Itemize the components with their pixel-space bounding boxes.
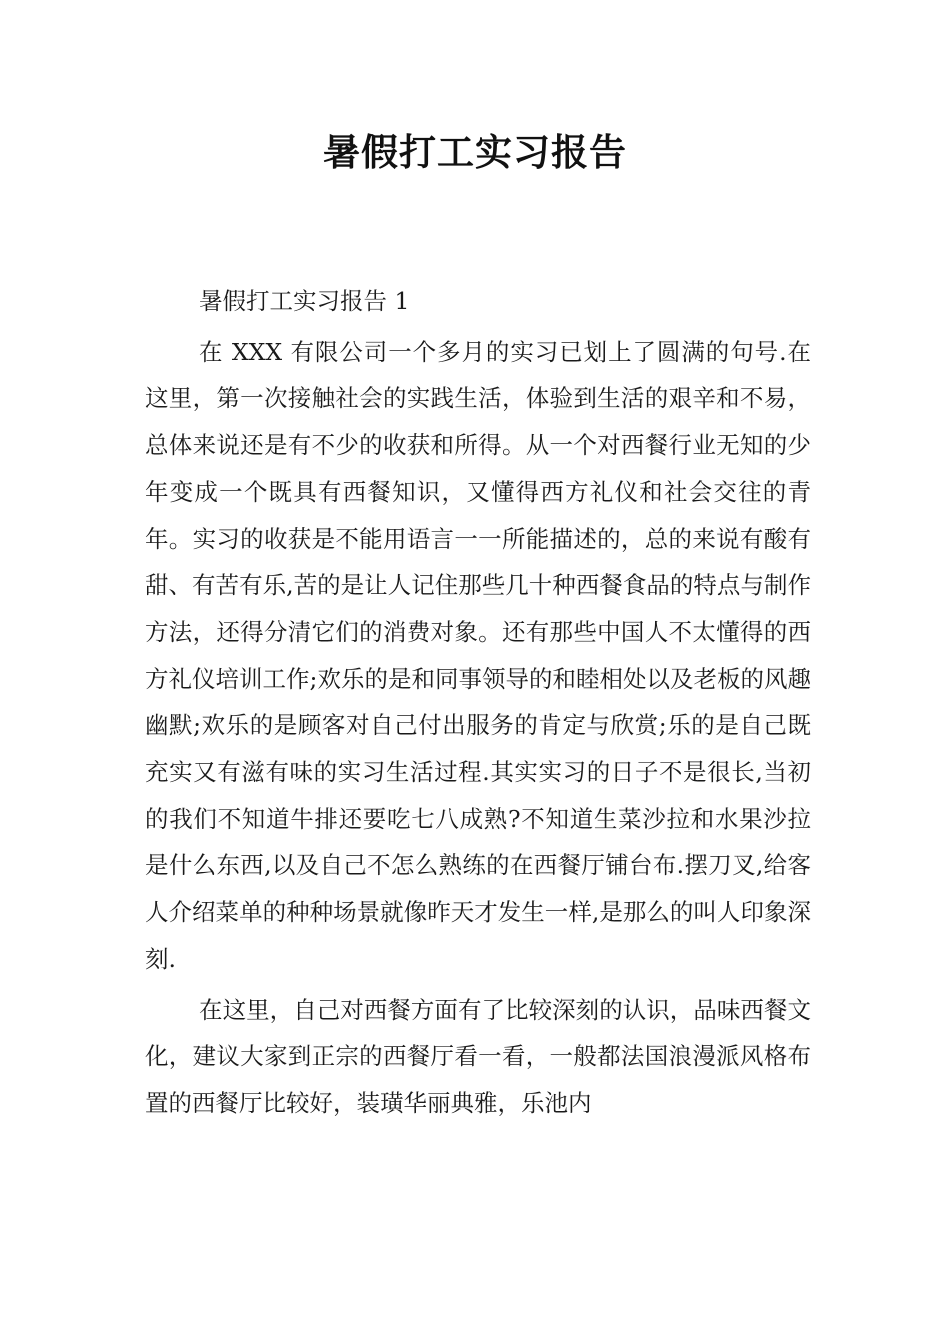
body-paragraph-1: 在 XXX 有限公司一个多月的实习已划上了圆满的句号.在这里，第一次接触社会的实践生活，体验到生活的艰辛和不易，总体来说还是有不少的收获和所得。从一个对西餐行业无知的少年变成一个既具有西餐知识，又懂得西方礼仪和社会交往的青年。实习的收获是不能用语言一一所能描述的，总的来说有酸有甜、有苦有乐,苦的是让人记住那些几十种西餐食品的特点与制作方法，还得分清它们的消费对象。还有那些中国人不太懂得的西方礼仪培训工作;欢乐的是和同事领导的和睦相处以及老板的风趣幽默;欢乐的是顾客对自己付出服务的肯定与欣赏;乐的是自己既充实又有滋有味的实习生活过程.其实实习的日子不是很长,当初的我们不知道牛排还要吃七八成熟?不知道生菜沙拉和水果沙拉是什么东西,以及自己不怎么熟练的在西餐厅铺台布.摆刀叉,给客人介绍菜单的种种场景就像昨天才发生一样,是那么的叫人印象深刻.	[145, 337, 811, 973]
document-body	[145, 278, 811, 1127]
body-paragraph-2: 在这里，自己对西餐方面有了比较深刻的认识，品味西餐文化，建议大家到正宗的西餐厅看一看，一般都法国浪漫派风格布置的西餐厅比较好，装璜华丽典雅，乐池内	[145, 995, 811, 1117]
document-title: 暑假打工实习报告	[323, 131, 627, 174]
section-heading: 暑假打工实习报告 1	[199, 287, 410, 315]
